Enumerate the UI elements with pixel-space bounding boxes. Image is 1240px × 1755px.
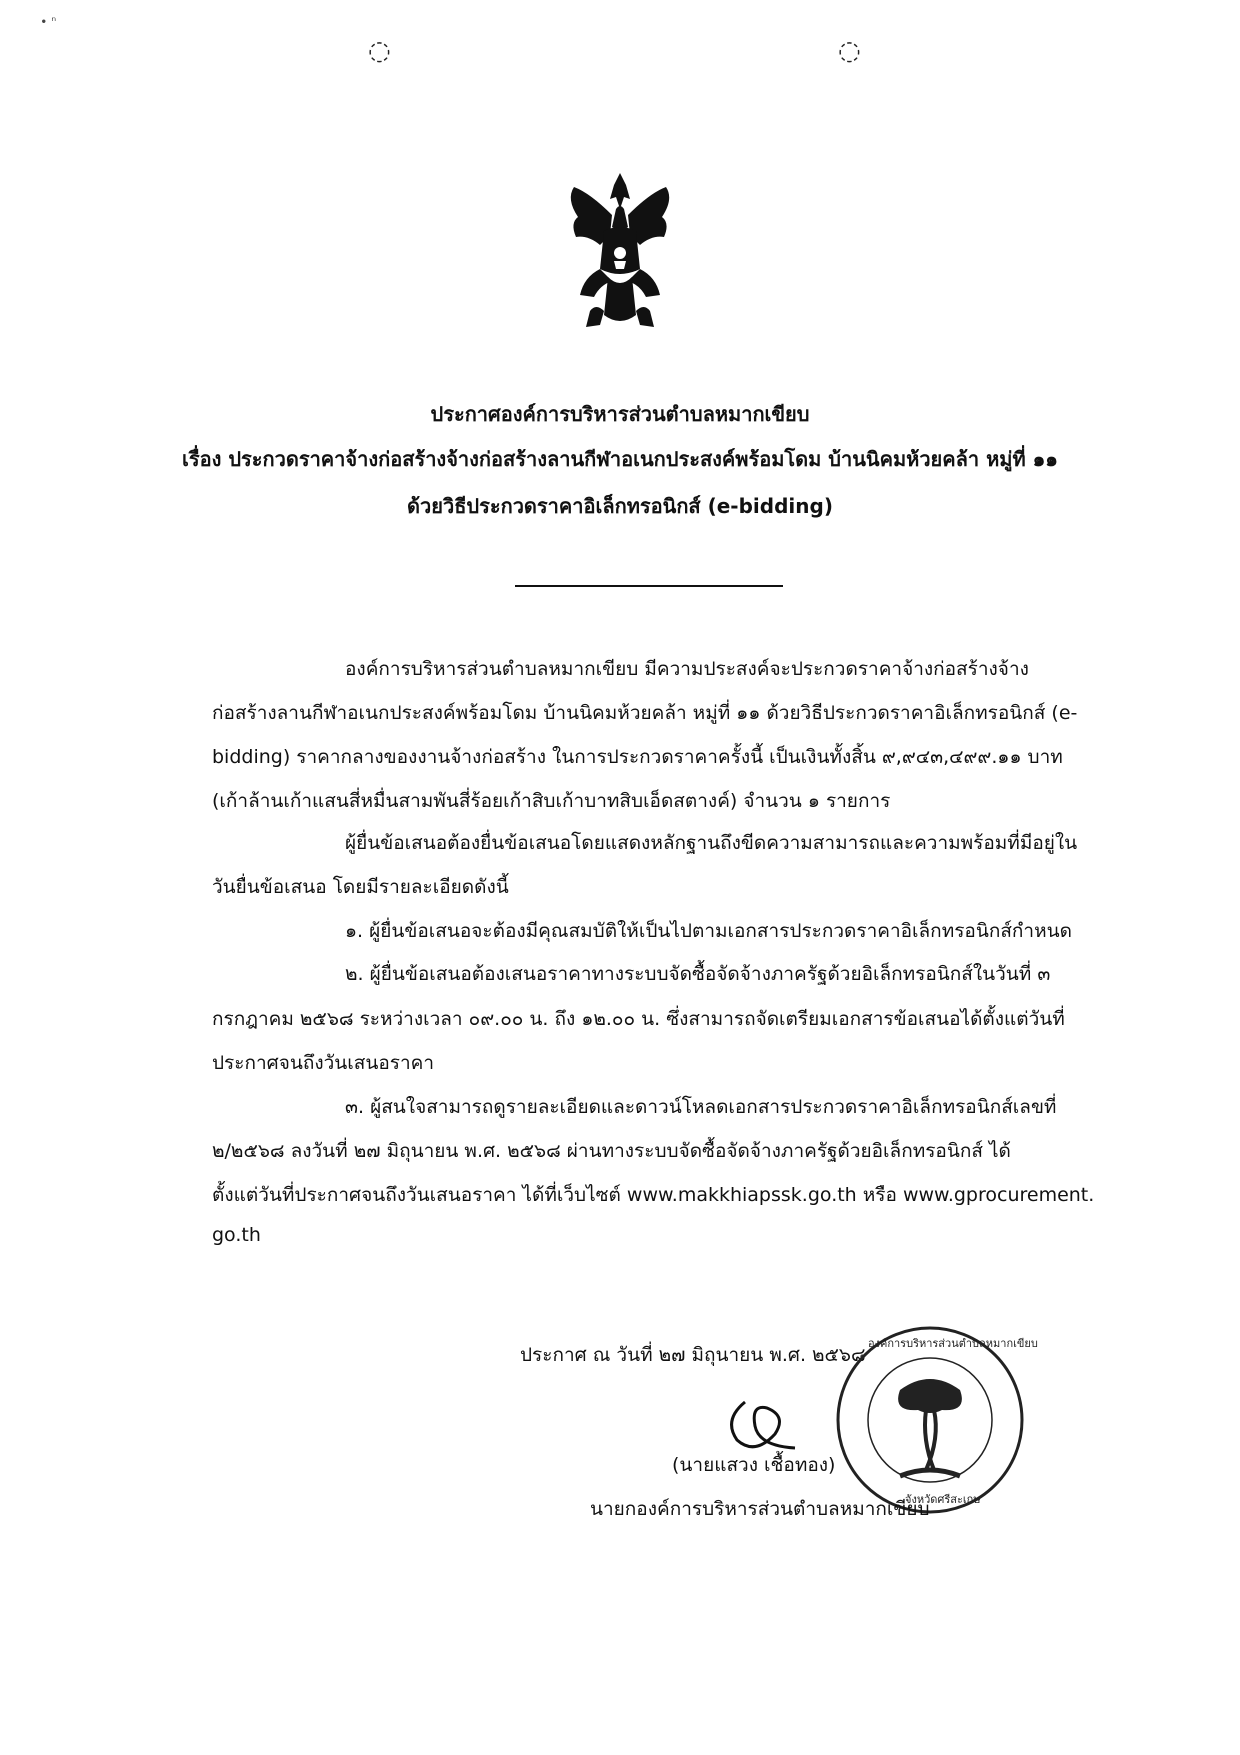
seal-text-top: องค์การบริหารส่วนตำบลหมากเขียบ xyxy=(868,1337,1038,1350)
condition-item-3-line-1: ๓. ผู้สนใจสามารถดูรายละเอียดและดาวน์โหลดเอกสารประกวดราคาอิเล็กทรอนิกส์เลขที่ xyxy=(345,1096,1057,1118)
paragraph-1-line-3: bidding) ราคากลางของงานจ้างก่อสร้าง ในการประกวดราคาครั้งนี้ เป็นเงินทั้งสิ้น ๙,๙๔๓,๔๙๙.๑๑ บาท xyxy=(212,746,1063,768)
paragraph-1-line-1: องค์การบริหารส่วนตำบลหมากเขียบ มีความประสงค์จะประกวดราคาจ้างก่อสร้างจ้าง xyxy=(345,658,1029,680)
punch-hole-right: ◌ xyxy=(838,36,861,66)
paragraph-1-line-2: ก่อสร้างลานกีฬาอเนกประสงค์พร้อมโดม บ้านนิคมห้วยคล้า หมู่ที่ ๑๑ ด้วยวิธีประกวดราคาอิเล็กทรอนิกส์ (e- xyxy=(212,702,1078,724)
condition-item-2-line-3: ประกาศจนถึงวันเสนอราคา xyxy=(212,1052,435,1074)
condition-item-2-line-2: กรกฎาคม ๒๕๖๘ ระหว่างเวลา ๐๙.๐๐ น. ถึง ๑๒.๐๐ น. ซึ่งสามารถจัดเตรียมเอกสารข้อเสนอได้ตั้งแต่วันที่ xyxy=(212,1008,1065,1030)
announcement-method: ด้วยวิธีประกวดราคาอิเล็กทรอนิกส์ (e-bidding) xyxy=(407,494,833,518)
announcement-title: ประกาศองค์การบริหารส่วนตำบลหมากเขียบ xyxy=(430,402,810,426)
seal-text-bottom: จังหวัดศรีสะเกษ xyxy=(905,1493,981,1506)
condition-item-3-line-2: ๒/๒๕๖๘ ลงวันที่ ๒๗ มิถุนายน พ.ศ. ๒๕๖๘ ผ่านทางระบบจัดซื้อจัดจ้างภาครัฐด้วยอิเล็กทรอนิกส์ ได้ xyxy=(212,1140,1011,1162)
signatory-position: นายกองค์การบริหารส่วนตำบลหมากเขียบ xyxy=(590,1498,930,1520)
signatory-name: (นายแสวง เชื้อทอง) xyxy=(672,1454,836,1476)
condition-item-1: ๑. ผู้ยื่นข้อเสนอจะต้องมีคุณสมบัติให้เป็นไปตามเอกสารประกวดราคาอิเล็กทรอนิกส์กำหนด xyxy=(345,920,1072,942)
announcement-date: ประกาศ ณ วันที่ ๒๗ มิถุนายน พ.ศ. ๒๕๖๘ xyxy=(520,1344,866,1366)
title-divider xyxy=(515,585,783,587)
condition-item-3-line-4: go.th xyxy=(212,1224,261,1246)
announcement-subject: เรื่อง ประกวดราคาจ้างก่อสร้างจ้างก่อสร้างลานกีฬาอเนกประสงค์พร้อมโดม บ้านนิคมห้วยคล้า หมู่ที่ ๑๑ xyxy=(182,447,1058,471)
condition-item-3-line-3: ตั้งแต่วันที่ประกาศจนถึงวันเสนอราคา ได้ที่เว็บไซต์ www.makkhiapssk.go.th หรือ www.gprocurement. xyxy=(212,1184,1095,1206)
scan-mark: ∙ ⁿ xyxy=(40,14,57,28)
punch-hole-left: ◌ xyxy=(368,36,391,66)
condition-item-2-line-1: ๒. ผู้ยื่นข้อเสนอต้องเสนอราคาทางระบบจัดซื้อจัดจ้างภาครัฐด้วยอิเล็กทรอนิกส์ในวันที่ ๓ xyxy=(345,963,1051,985)
garuda-emblem-icon xyxy=(560,165,680,335)
paragraph-1-line-4: (เก้าล้านเก้าแสนสี่หมื่นสามพันสี่ร้อยเก้าสิบเก้าบาทสิบเอ็ดสตางค์) จำนวน ๑ รายการ xyxy=(212,790,891,812)
paragraph-2-line-2: วันยื่นข้อเสนอ โดยมีรายละเอียดดังนี้ xyxy=(212,876,509,898)
paragraph-2-line-1: ผู้ยื่นข้อเสนอต้องยื่นข้อเสนอโดยแสดงหลักฐานถึงขีดความสามารถและความพร้อมที่มีอยู่ใน xyxy=(345,832,1078,854)
